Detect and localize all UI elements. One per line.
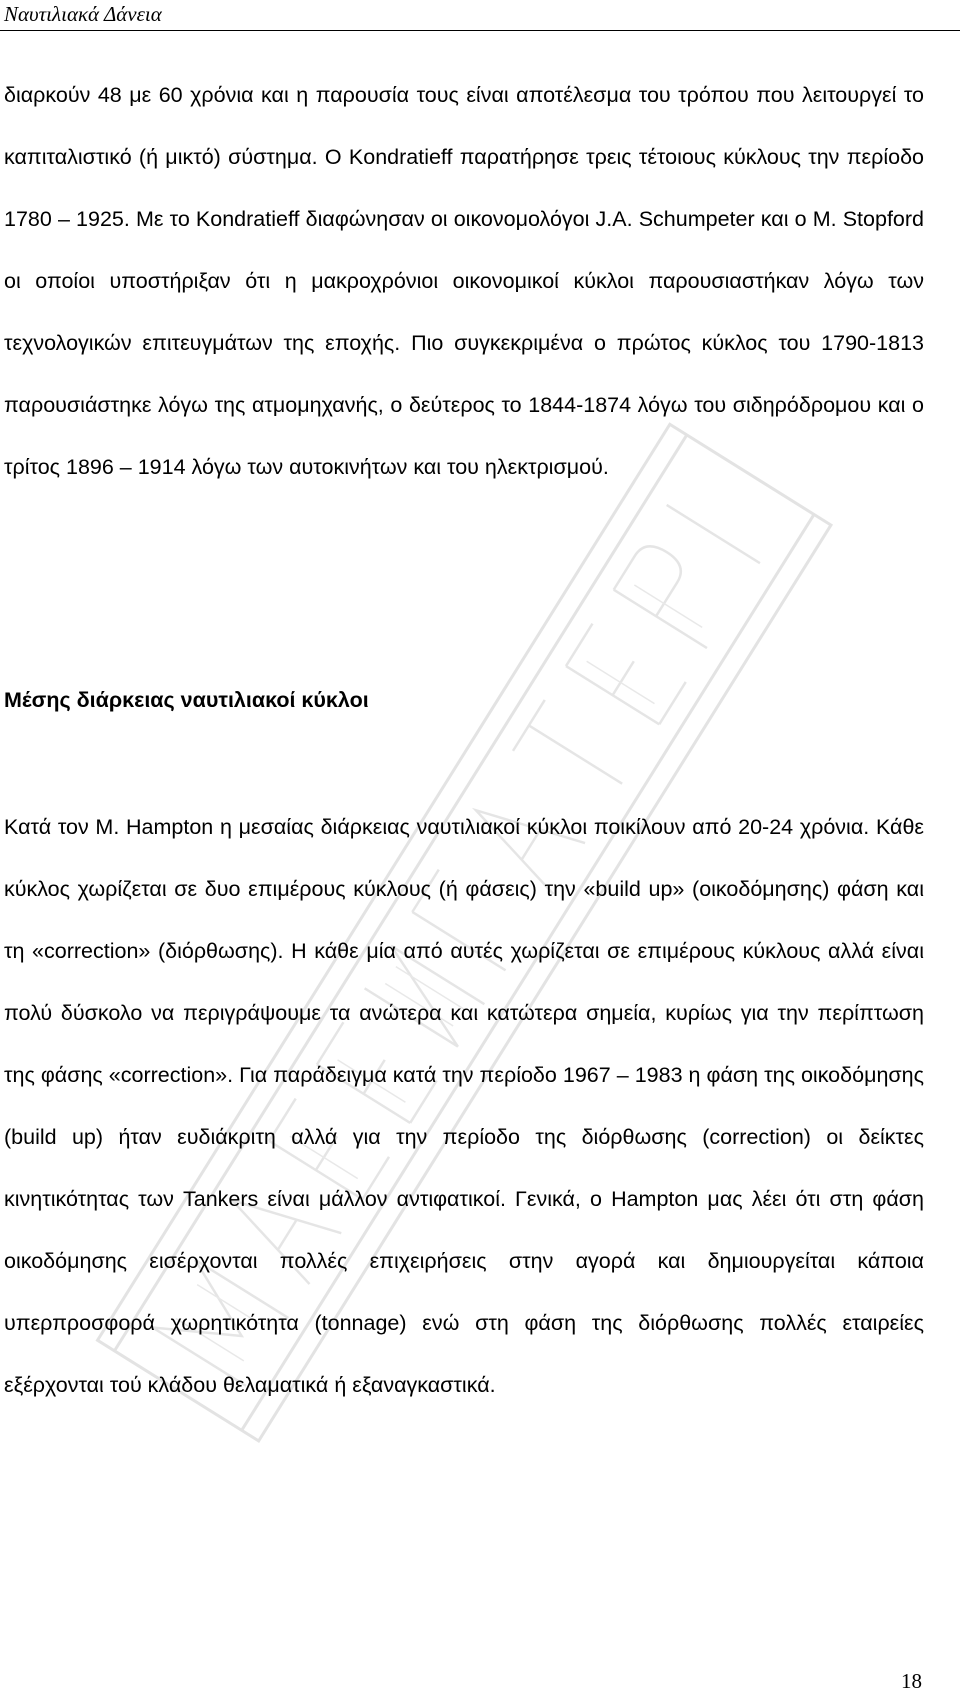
- running-header-title: Ναυτιλιακά Δάνεια: [4, 2, 162, 26]
- header-divider: [0, 30, 960, 31]
- paragraph-hampton-cycles: Κατά τον M. Hampton η μεσαίας διάρκειας ναυτιλιακοί κύκλοι ποικίλουν από 20-24 χρόνια. Κάθε κύκλος χωρίζεται σε δυο επιμέρους κύκλους (ή φάσεις) την «build up» (οικοδόμησης) φάση και τη «correction» (διόρθωσης). Η κάθε μία από αυτές χωρίζεται σε επιμέρους κύκλους αλλά είναι πολύ δύσκολο να περιγράψουμε τα ανώτερα και κατώτερα σημεία, κυρίως για την περίπτωση της φάσης «correction». Για παράδειγμα κατά την περίοδο 1967 – 1983 η φάση της οικοδόμησης (build up) ήταν ευδιάκριτη αλλά για την περίοδο της διόρθωσης (correction) οι δείκτες κινητικότητας των Tankers είναι μάλλον αντιφατικοί. Γενικά, ο Hampton μας λέει ότι στη φάση οικοδόμησης εισέρχονται πολλές επιχειρήσεις στην αγορά και δημιουργείται κάποια υπερπροσφορά χωρητικότητα (tonnage) ενώ στη φάση της διόρθωσης πολλές εταιρείες εξέρχονται τού κλάδου θελαματικά ή εξαναγκαστικά.: [4, 815, 924, 1397]
- paragraph-kondratieff-cycles: διαρκούν 48 με 60 χρόνια και η παρουσία τους είναι αποτέλεσμα του τρόπου που λειτουργεί το καπιταλιστικό (ή μικτό) σύστημα. Ο Kondratieff παρατήρησε τρεις τέτοιους κύκλους την περίοδο 1780 – 1925. Με το Kondratieff διαφώνησαν οι οικονομολόγοι J.A. Schumpeter και ο M. Stopford οι οποίοι υποστήριξαν ότι η μακροχρόνιοι οικονομικοί κύκλοι παρουσιαστήκαν λόγω των τεχνολογικών επιτευγμάτων της εποχής. Πιο συγκεκριμένα ο πρώτος κύκλος του 1790-1813 παρουσιάστηκε λόγω της ατμομηχανής, ο δεύτερος το 1844-1874 λόγω του σιδηρόδρομου και ο τρίτος 1896 – 1914 λόγω των αυτοκινήτων και του ηλεκτρισμού.: [4, 83, 924, 479]
- section-heading: Μέσης διάρκειας ναυτιλιακοί κύκλοι: [4, 688, 369, 712]
- page-number: 18: [901, 1669, 922, 1693]
